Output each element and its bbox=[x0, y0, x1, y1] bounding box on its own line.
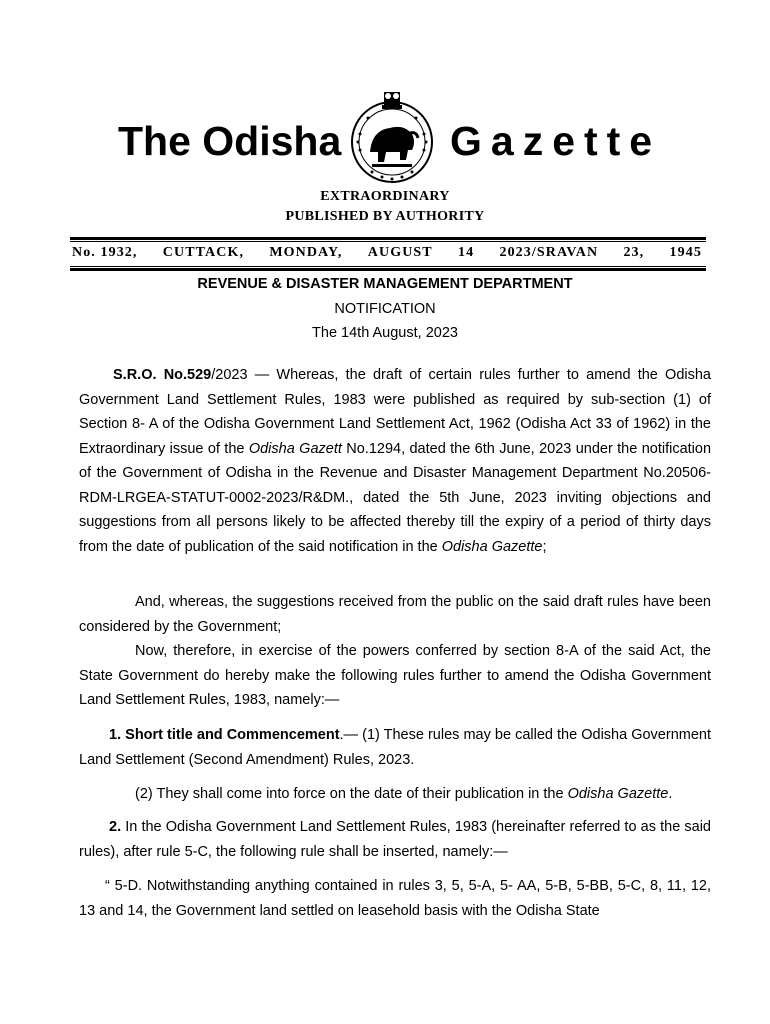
rule-1-paragraph: 1. Short title and Commencement.— (1) These rules may be called the Odisha Government Land Settlement (Second Amendment) Rules, 2023. bbox=[79, 727, 712, 768]
masthead-title-right: Gazette bbox=[450, 118, 662, 164]
issue-saka-year: 1945 bbox=[669, 245, 702, 260]
rule-5d-paragraph: “ 5-D. Notwithstanding anything contained in rules 3, 5, 5-A, 5- AA, 5-B, 5-BB, 5-C, 8, 11, 12, 13 and 14, the Government land settled on leasehold basis with the Odisha State bbox=[79, 878, 711, 919]
now-therefore-paragraph: Now, therefore, in exercise of the powers conferred by section 8-A of the said Act, the State Government do hereby make the following rules further to amend the Odisha Government Land Settlement Rules, 1983, namely:— bbox=[79, 643, 711, 708]
rule-1-heading: 1. Short title and Commencement bbox=[109, 727, 340, 743]
top-double-rule bbox=[70, 237, 706, 240]
notification-date: The 14th August, 2023 bbox=[312, 325, 458, 341]
masthead-title-left: The Odisha bbox=[118, 118, 342, 164]
notification-heading: NOTIFICATION bbox=[334, 301, 436, 317]
bottom-thin-rule bbox=[70, 266, 706, 267]
issue-year: 2023/SRAVAN bbox=[499, 245, 599, 260]
rule-1-2-paragraph: (2) They shall come into force on the date of their publication in the Odisha Gazette. bbox=[135, 786, 673, 802]
sro-paragraph: S.R.O. No.529/2023 — Whereas, the draft of certain rules further to amend the Odisha Government Land Settlement Rules, 1983 were published as required by sub-section (1) of Section 8- A of the Odisha Government Land Settlement Act, 1962 (Odisha Act 33 of 1962) in the Extraordinary issue of the Odisha Gazett No.1294, dated the 6th June, 2023 under the notification of the Government of Odisha in the Revenue and Disaster Management Department No.20506-RDM-LRGEA-STATUT-0002-2023/R&DM., dated the 5th June, 2023 inviting objections and suggestions from all persons likely to be affected thereby till the expiry of a period of thirty days from the date of publication of the said notification in the Odisha Gazette; bbox=[79, 367, 712, 555]
bottom-double-rule bbox=[70, 268, 706, 271]
gazette-masthead bbox=[0, 88, 770, 188]
issue-month: AUGUST bbox=[367, 245, 433, 260]
whereas-paragraph: And, whereas, the suggestions received from the public on the said draft rules have been considered by the Government; bbox=[79, 594, 711, 635]
published-by-authority-label: PUBLISHED BY AUTHORITY bbox=[285, 209, 485, 224]
extraordinary-label: EXTRAORDINARY bbox=[320, 189, 450, 204]
top-thin-rule bbox=[70, 241, 706, 242]
issue-day: MONDAY, bbox=[269, 245, 343, 260]
issue-date: 14 bbox=[458, 245, 475, 260]
odisha-emblem-icon bbox=[342, 90, 442, 186]
rule-2-number: 2. bbox=[109, 819, 122, 835]
issue-saka-day: 23, bbox=[623, 245, 645, 260]
issue-number: No. 1932, bbox=[72, 245, 138, 260]
sro-number: S.R.O. No.529 bbox=[113, 367, 212, 383]
rule-2-paragraph: 2. In the Odisha Government Land Settlement Rules, 1983 (hereinafter referred to as the said rules), after rule 5-C, the following rule shall be inserted, namely:— bbox=[79, 819, 711, 860]
department-heading: REVENUE & DISASTER MANAGEMENT DEPARTMENT bbox=[197, 276, 573, 292]
issue-line bbox=[72, 245, 702, 261]
issue-place: CUTTACK, bbox=[162, 245, 245, 260]
